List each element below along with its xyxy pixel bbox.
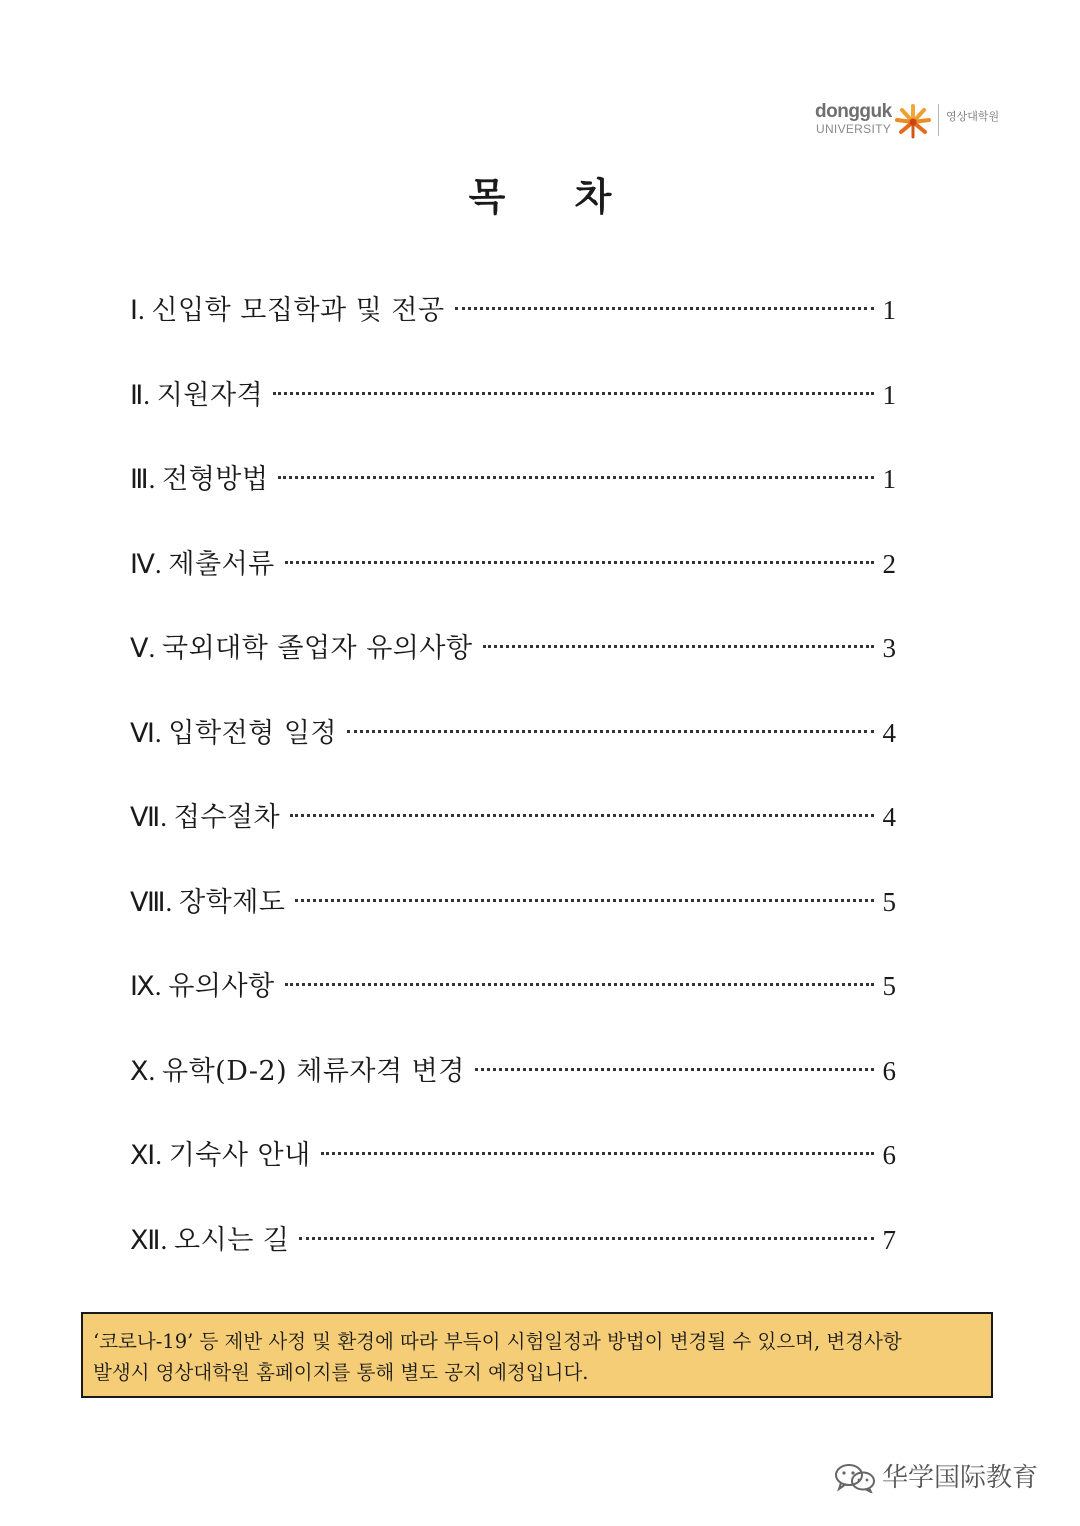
toc-numeral: Ⅵ. <box>130 717 169 748</box>
toc-numeral: Ⅱ. <box>130 379 157 410</box>
logo-subtitle: UNIVERSITY <box>816 122 892 136</box>
toc-numeral: Ⅷ. <box>130 886 180 917</box>
toc-leader-dots <box>273 392 874 395</box>
toc-page-number: 1 <box>882 295 896 325</box>
toc-numeral: Ⅺ. <box>130 1140 169 1170</box>
watermark-text: 华学国际教育 <box>882 1463 1039 1493</box>
toc-entry[interactable] <box>130 958 896 1043</box>
table-of-contents <box>130 282 896 1296</box>
toc-entry[interactable] <box>130 705 896 790</box>
toc-leader-dots <box>483 645 874 648</box>
toc-page-number: 5 <box>882 971 896 1001</box>
logo-department: 영상대학원 <box>946 110 1000 123</box>
toc-leader-dots <box>347 730 874 733</box>
toc-leader-dots <box>455 307 874 310</box>
lotus-emblem-icon <box>893 100 933 140</box>
toc-entry[interactable] <box>130 282 896 367</box>
toc-leader-dots <box>299 1237 874 1240</box>
watermark <box>834 1461 1050 1495</box>
toc-leader-dots <box>278 476 874 479</box>
toc-entry[interactable] <box>130 451 896 536</box>
toc-label: 신입학 모집학과 및 전공 <box>151 295 445 326</box>
toc-label: 입학전형 일정 <box>168 717 337 749</box>
toc-numeral: Ⅸ. <box>130 971 169 1001</box>
toc-page-number: 3 <box>882 633 896 663</box>
wechat-icon <box>834 1463 876 1493</box>
toc-label: 장학제도 <box>179 886 286 918</box>
toc-page-number: 1 <box>882 379 896 410</box>
toc-page-number: 4 <box>882 802 896 832</box>
toc-numeral: Ⅹ. <box>130 1055 162 1086</box>
toc-numeral: Ⅳ. <box>130 548 169 579</box>
toc-entry[interactable] <box>130 620 896 705</box>
toc-page-number: 5 <box>882 886 896 917</box>
toc-label: 유의사항 <box>168 971 275 1002</box>
toc-entry[interactable] <box>130 367 896 452</box>
toc-entry[interactable] <box>130 1212 896 1297</box>
toc-page-number: 6 <box>882 1140 896 1170</box>
toc-numeral: Ⅶ. <box>130 802 174 832</box>
toc-label: 접수절차 <box>173 802 281 833</box>
toc-entry[interactable] <box>130 1043 896 1128</box>
toc-label: 지원자격 <box>156 379 264 411</box>
toc-leader-dots <box>295 899 874 902</box>
toc-page-number: 6 <box>882 1055 896 1086</box>
toc-entry[interactable] <box>130 536 896 621</box>
toc-entry[interactable] <box>130 789 896 874</box>
toc-label: 오시는 길 <box>174 1224 290 1256</box>
toc-page-number: 2 <box>882 548 896 579</box>
dongguk-logo <box>815 100 1015 144</box>
logo-wordmark: dongguk <box>815 101 892 122</box>
page-title: 목 차 <box>468 174 612 219</box>
toc-leader-dots <box>285 561 874 564</box>
toc-leader-dots <box>285 983 874 986</box>
toc-label: 국외대학 졸업자 유의사항 <box>161 633 473 664</box>
covid-notice-box <box>81 1312 993 1398</box>
toc-entry[interactable] <box>130 1127 896 1212</box>
toc-label: 전형방법 <box>162 464 269 495</box>
toc-entry[interactable] <box>130 874 896 959</box>
logo-divider <box>938 104 939 136</box>
toc-page-number: 1 <box>882 464 896 494</box>
toc-numeral: Ⅲ. <box>130 464 163 494</box>
toc-numeral: Ⅰ. <box>130 295 152 325</box>
toc-label: 제출서류 <box>168 548 275 580</box>
notice-line-1: ‘코로나-19’ 등 제반 사정 및 환경에 따라 부득이 시험일정과 방법이 변경될 수 있으며, 변경사항 <box>93 1330 902 1353</box>
notice-line-2: 발생시 영상대학원 홈페이지를 통해 별도 공지 예정입니다. <box>93 1361 589 1384</box>
toc-page-number: 7 <box>882 1224 896 1255</box>
toc-leader-dots <box>321 1152 874 1155</box>
toc-label: 유학(D-2) 체류자격 변경 <box>162 1055 465 1087</box>
toc-label: 기숙사 안내 <box>168 1140 311 1171</box>
toc-numeral: Ⅴ. <box>130 633 162 663</box>
toc-leader-dots <box>290 814 874 817</box>
toc-leader-dots <box>475 1068 874 1071</box>
toc-numeral: Ⅻ. <box>130 1224 175 1255</box>
toc-page-number: 4 <box>882 717 896 748</box>
